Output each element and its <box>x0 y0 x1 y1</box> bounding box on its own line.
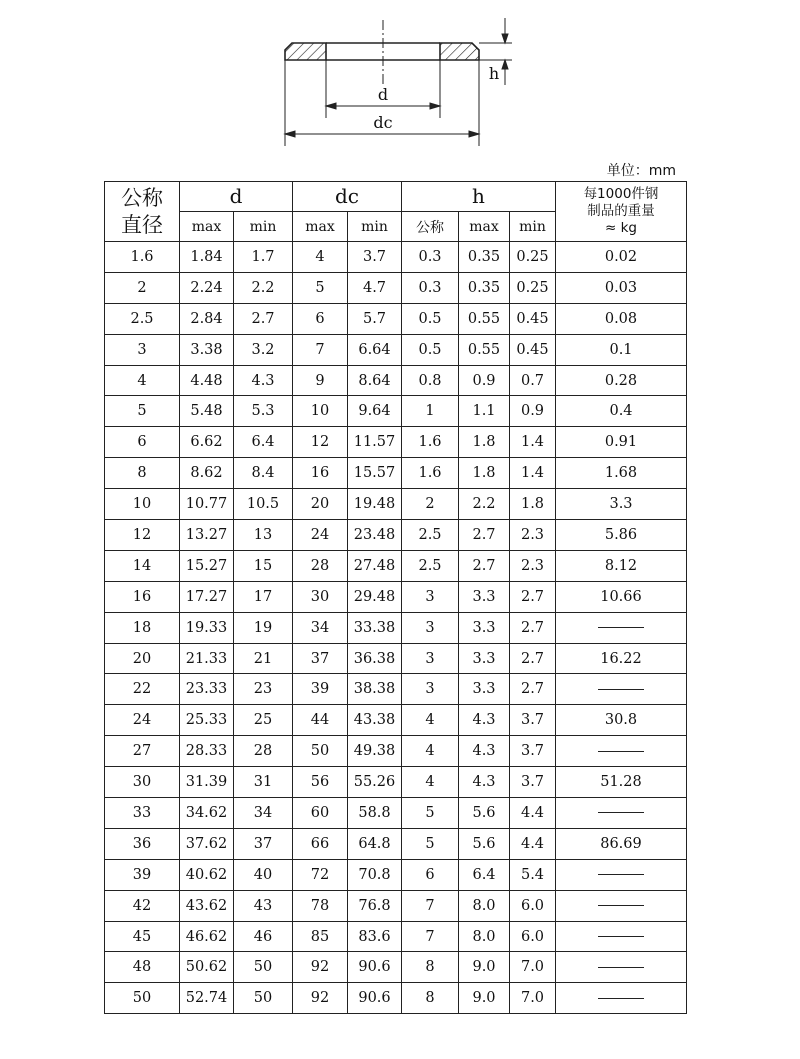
cell-nominal-diameter: 1.6 <box>105 242 180 273</box>
cell-h-max: 0.35 <box>459 272 510 303</box>
cell-d-max: 31.39 <box>180 767 234 798</box>
cell-d-min: 2.7 <box>234 303 293 334</box>
cell-h-nominal: 0.5 <box>402 303 459 334</box>
cell-h-max: 8.0 <box>459 890 510 921</box>
table-row <box>105 550 687 581</box>
cell-d-min: 37 <box>234 828 293 859</box>
table-row <box>105 303 687 334</box>
cell-weight <box>556 890 687 921</box>
cell-d-min: 21 <box>234 643 293 674</box>
cell-h-min: 0.9 <box>510 396 556 427</box>
cell-weight: 1.68 <box>556 458 687 489</box>
cell-d-max: 15.27 <box>180 550 234 581</box>
cell-nominal-diameter: 48 <box>105 952 180 983</box>
label-h: h <box>488 64 500 83</box>
table-row <box>105 983 687 1014</box>
cell-d-min: 1.7 <box>234 242 293 273</box>
cell-h-min: 5.4 <box>510 859 556 890</box>
cell-h-nominal: 5 <box>402 798 459 829</box>
cell-h-max: 0.55 <box>459 334 510 365</box>
header-nominal-line1: 公称 <box>121 185 163 210</box>
cell-h-max: 4.3 <box>459 767 510 798</box>
table-row <box>105 674 687 705</box>
cell-weight <box>556 674 687 705</box>
cell-dc-min: 38.38 <box>348 674 402 705</box>
cell-dc-min: 15.57 <box>348 458 402 489</box>
cell-dc-max: 7 <box>293 334 348 365</box>
cell-d-max: 50.62 <box>180 952 234 983</box>
table-row <box>105 767 687 798</box>
table-row <box>105 520 687 551</box>
cell-d-max: 28.33 <box>180 736 234 767</box>
cell-h-nominal: 2.5 <box>402 520 459 551</box>
cell-h-nominal: 4 <box>402 705 459 736</box>
unit-label: 单位：mm <box>606 163 676 179</box>
cell-nominal-diameter: 14 <box>105 550 180 581</box>
cell-d-min: 40 <box>234 859 293 890</box>
cell-d-min: 19 <box>234 612 293 643</box>
label-d: d <box>377 85 389 104</box>
cell-weight: 0.1 <box>556 334 687 365</box>
cell-nominal-diameter: 2.5 <box>105 303 180 334</box>
cell-dc-max: 50 <box>293 736 348 767</box>
cell-dc-max: 37 <box>293 643 348 674</box>
cell-h-nominal: 3 <box>402 643 459 674</box>
cell-d-min: 4.3 <box>234 365 293 396</box>
cell-d-min: 28 <box>234 736 293 767</box>
cell-d-min: 43 <box>234 890 293 921</box>
cell-h-nominal: 7 <box>402 890 459 921</box>
cell-h-min: 1.4 <box>510 458 556 489</box>
cell-h-max: 3.3 <box>459 674 510 705</box>
cell-nominal-diameter: 45 <box>105 921 180 952</box>
cell-h-min: 7.0 <box>510 952 556 983</box>
cell-h-nominal: 2.5 <box>402 550 459 581</box>
cell-h-max: 0.55 <box>459 303 510 334</box>
cell-d-min: 34 <box>234 798 293 829</box>
cell-d-max: 10.77 <box>180 489 234 520</box>
cell-d-min: 2.2 <box>234 272 293 303</box>
cell-nominal-diameter: 39 <box>105 859 180 890</box>
cell-dc-min: 36.38 <box>348 643 402 674</box>
cell-dc-min: 76.8 <box>348 890 402 921</box>
table-row <box>105 612 687 643</box>
cell-h-min: 6.0 <box>510 890 556 921</box>
cell-weight: 8.12 <box>556 550 687 581</box>
cell-weight: 51.28 <box>556 767 687 798</box>
cell-dc-max: 66 <box>293 828 348 859</box>
cell-d-max: 34.62 <box>180 798 234 829</box>
no-value-dash <box>598 627 644 628</box>
cell-nominal-diameter: 2 <box>105 272 180 303</box>
cell-h-min: 0.45 <box>510 303 556 334</box>
cell-h-min: 2.7 <box>510 674 556 705</box>
cell-h-nominal: 3 <box>402 612 459 643</box>
cell-d-max: 1.84 <box>180 242 234 273</box>
cell-dc-min: 70.8 <box>348 859 402 890</box>
cell-nominal-diameter: 8 <box>105 458 180 489</box>
no-value-dash <box>598 812 644 813</box>
header-d-min: min <box>234 212 293 242</box>
header-h-min: min <box>510 212 556 242</box>
cell-h-nominal: 4 <box>402 736 459 767</box>
cell-h-max: 1.1 <box>459 396 510 427</box>
no-value-dash <box>598 689 644 690</box>
cell-nominal-diameter: 24 <box>105 705 180 736</box>
cell-h-nominal: 3 <box>402 581 459 612</box>
cell-h-min: 3.7 <box>510 767 556 798</box>
cell-h-min: 0.25 <box>510 242 556 273</box>
cell-d-min: 6.4 <box>234 427 293 458</box>
cell-dc-min: 90.6 <box>348 983 402 1014</box>
table-row <box>105 736 687 767</box>
cell-nominal-diameter: 30 <box>105 767 180 798</box>
cell-weight: 0.4 <box>556 396 687 427</box>
cell-d-min: 50 <box>234 952 293 983</box>
table-row <box>105 272 687 303</box>
cell-h-min: 1.8 <box>510 489 556 520</box>
cell-weight <box>556 921 687 952</box>
table-row <box>105 581 687 612</box>
cell-nominal-diameter: 5 <box>105 396 180 427</box>
cell-dc-max: 24 <box>293 520 348 551</box>
cell-dc-max: 60 <box>293 798 348 829</box>
cell-nominal-diameter: 50 <box>105 983 180 1014</box>
cell-h-max: 5.6 <box>459 798 510 829</box>
cell-dc-max: 4 <box>293 242 348 273</box>
table-row <box>105 798 687 829</box>
cell-h-min: 0.45 <box>510 334 556 365</box>
cell-h-min: 0.7 <box>510 365 556 396</box>
header-dc-max: max <box>293 212 348 242</box>
cell-weight: 5.86 <box>556 520 687 551</box>
cell-h-max: 3.3 <box>459 643 510 674</box>
cell-nominal-diameter: 16 <box>105 581 180 612</box>
cell-h-min: 4.4 <box>510 828 556 859</box>
cell-nominal-diameter: 6 <box>105 427 180 458</box>
cell-d-min: 50 <box>234 983 293 1014</box>
cell-weight <box>556 859 687 890</box>
cell-h-nominal: 0.5 <box>402 334 459 365</box>
no-value-dash <box>598 998 644 999</box>
cell-weight: 0.02 <box>556 242 687 273</box>
cell-nominal-diameter: 27 <box>105 736 180 767</box>
cell-nominal-diameter: 36 <box>105 828 180 859</box>
header-nominal-line2: 直径 <box>121 212 163 237</box>
cell-nominal-diameter: 22 <box>105 674 180 705</box>
cell-dc-min: 90.6 <box>348 952 402 983</box>
cell-h-nominal: 1.6 <box>402 458 459 489</box>
cell-weight: 10.66 <box>556 581 687 612</box>
header-h: h <box>402 182 556 212</box>
table-row <box>105 489 687 520</box>
cell-h-min: 4.4 <box>510 798 556 829</box>
cell-d-min: 23 <box>234 674 293 705</box>
table-body <box>105 242 687 1014</box>
cell-nominal-diameter: 3 <box>105 334 180 365</box>
cell-h-max: 6.4 <box>459 859 510 890</box>
table-row <box>105 242 687 273</box>
cell-dc-min: 4.7 <box>348 272 402 303</box>
cell-h-nominal: 3 <box>402 674 459 705</box>
cell-dc-max: 10 <box>293 396 348 427</box>
cell-h-min: 3.7 <box>510 736 556 767</box>
cell-nominal-diameter: 20 <box>105 643 180 674</box>
cell-weight: 16.22 <box>556 643 687 674</box>
cell-nominal-diameter: 10 <box>105 489 180 520</box>
cell-h-nominal: 4 <box>402 767 459 798</box>
table-row <box>105 828 687 859</box>
cell-dc-min: 55.26 <box>348 767 402 798</box>
cell-h-max: 9.0 <box>459 983 510 1014</box>
cell-dc-min: 33.38 <box>348 612 402 643</box>
cell-h-nominal: 5 <box>402 828 459 859</box>
washer-section <box>285 43 479 60</box>
cell-dc-min: 3.7 <box>348 242 402 273</box>
cell-weight: 0.03 <box>556 272 687 303</box>
cell-dc-max: 5 <box>293 272 348 303</box>
cell-h-max: 3.3 <box>459 612 510 643</box>
cell-d-max: 21.33 <box>180 643 234 674</box>
cell-h-max: 1.8 <box>459 458 510 489</box>
cell-d-max: 2.24 <box>180 272 234 303</box>
cell-h-nominal: 1 <box>402 396 459 427</box>
cell-d-max: 25.33 <box>180 705 234 736</box>
no-value-dash <box>598 905 644 906</box>
cell-h-max: 4.3 <box>459 736 510 767</box>
header-weight <box>556 182 687 242</box>
no-value-dash <box>598 874 644 875</box>
cell-h-min: 2.3 <box>510 550 556 581</box>
cell-d-min: 8.4 <box>234 458 293 489</box>
cell-h-max: 2.7 <box>459 550 510 581</box>
washer-dimension-drawing <box>0 0 800 160</box>
cell-h-max: 8.0 <box>459 921 510 952</box>
cell-d-min: 5.3 <box>234 396 293 427</box>
cell-dc-max: 92 <box>293 983 348 1014</box>
cell-dc-max: 30 <box>293 581 348 612</box>
cell-dc-max: 16 <box>293 458 348 489</box>
cell-h-min: 2.7 <box>510 612 556 643</box>
cell-h-min: 2.7 <box>510 581 556 612</box>
cell-nominal-diameter: 12 <box>105 520 180 551</box>
table-row <box>105 458 687 489</box>
cell-dc-max: 56 <box>293 767 348 798</box>
cell-dc-max: 34 <box>293 612 348 643</box>
table-row <box>105 952 687 983</box>
cell-d-max: 6.62 <box>180 427 234 458</box>
cell-weight <box>556 983 687 1014</box>
cell-h-max: 0.9 <box>459 365 510 396</box>
cell-h-min: 2.3 <box>510 520 556 551</box>
cell-h-nominal: 1.6 <box>402 427 459 458</box>
cell-dc-max: 72 <box>293 859 348 890</box>
cell-d-max: 8.62 <box>180 458 234 489</box>
cell-d-max: 23.33 <box>180 674 234 705</box>
washer-spec-table <box>104 181 687 1014</box>
cell-weight: 86.69 <box>556 828 687 859</box>
header-weight-line1: 每1000件钢 <box>583 186 659 202</box>
table-row <box>105 705 687 736</box>
cell-h-nominal: 0.8 <box>402 365 459 396</box>
cell-dc-min: 19.48 <box>348 489 402 520</box>
cell-dc-min: 29.48 <box>348 581 402 612</box>
cell-d-max: 40.62 <box>180 859 234 890</box>
cell-d-min: 3.2 <box>234 334 293 365</box>
cell-weight: 3.3 <box>556 489 687 520</box>
cell-h-min: 7.0 <box>510 983 556 1014</box>
cell-weight <box>556 952 687 983</box>
cell-d-min: 46 <box>234 921 293 952</box>
cell-nominal-diameter: 4 <box>105 365 180 396</box>
cell-h-min: 6.0 <box>510 921 556 952</box>
cell-nominal-diameter: 33 <box>105 798 180 829</box>
cell-dc-min: 58.8 <box>348 798 402 829</box>
cell-h-max: 5.6 <box>459 828 510 859</box>
dimension-h <box>502 18 508 85</box>
cell-d-max: 4.48 <box>180 365 234 396</box>
no-value-dash <box>598 967 644 968</box>
header-dc-min: min <box>348 212 402 242</box>
cell-nominal-diameter: 42 <box>105 890 180 921</box>
cell-dc-max: 44 <box>293 705 348 736</box>
header-d: d <box>180 182 293 212</box>
cell-h-nominal: 7 <box>402 921 459 952</box>
cell-nominal-diameter: 18 <box>105 612 180 643</box>
cell-h-nominal: 0.3 <box>402 272 459 303</box>
table-row <box>105 643 687 674</box>
cell-h-max: 2.2 <box>459 489 510 520</box>
cell-h-min: 3.7 <box>510 705 556 736</box>
table-row <box>105 334 687 365</box>
cell-d-min: 31 <box>234 767 293 798</box>
table-row <box>105 365 687 396</box>
cell-d-max: 37.62 <box>180 828 234 859</box>
cell-h-max: 4.3 <box>459 705 510 736</box>
cell-d-max: 19.33 <box>180 612 234 643</box>
table-row <box>105 427 687 458</box>
cell-h-max: 3.3 <box>459 581 510 612</box>
cell-h-max: 0.35 <box>459 242 510 273</box>
cell-dc-min: 43.38 <box>348 705 402 736</box>
cell-dc-max: 28 <box>293 550 348 581</box>
cell-dc-min: 64.8 <box>348 828 402 859</box>
cell-dc-max: 85 <box>293 921 348 952</box>
no-value-dash <box>598 936 644 937</box>
cell-weight: 30.8 <box>556 705 687 736</box>
cell-dc-max: 20 <box>293 489 348 520</box>
cell-d-max: 13.27 <box>180 520 234 551</box>
cell-dc-min: 6.64 <box>348 334 402 365</box>
cell-d-max: 52.74 <box>180 983 234 1014</box>
cell-dc-max: 39 <box>293 674 348 705</box>
cell-h-min: 0.25 <box>510 272 556 303</box>
cell-h-min: 2.7 <box>510 643 556 674</box>
header-nominal-diameter <box>105 182 180 242</box>
header-weight-line2: 制品的重量 <box>587 203 655 219</box>
cell-dc-max: 78 <box>293 890 348 921</box>
cell-d-max: 43.62 <box>180 890 234 921</box>
cell-dc-min: 11.57 <box>348 427 402 458</box>
no-value-dash <box>598 751 644 752</box>
cell-h-nominal: 8 <box>402 952 459 983</box>
cell-dc-max: 6 <box>293 303 348 334</box>
cell-weight <box>556 798 687 829</box>
cell-h-nominal: 8 <box>402 983 459 1014</box>
cell-weight <box>556 612 687 643</box>
cell-weight: 0.91 <box>556 427 687 458</box>
cell-weight: 0.08 <box>556 303 687 334</box>
table-row <box>105 396 687 427</box>
cell-dc-max: 92 <box>293 952 348 983</box>
cell-d-max: 5.48 <box>180 396 234 427</box>
cell-h-max: 1.8 <box>459 427 510 458</box>
cell-d-min: 10.5 <box>234 489 293 520</box>
table-row <box>105 890 687 921</box>
cell-d-min: 15 <box>234 550 293 581</box>
cell-d-max: 17.27 <box>180 581 234 612</box>
header-dc: dc <box>293 182 402 212</box>
table-row <box>105 921 687 952</box>
cell-d-min: 25 <box>234 705 293 736</box>
cell-dc-max: 9 <box>293 365 348 396</box>
cell-dc-min: 23.48 <box>348 520 402 551</box>
cell-h-max: 2.7 <box>459 520 510 551</box>
table-header <box>105 182 687 242</box>
cell-h-min: 1.4 <box>510 427 556 458</box>
cell-dc-min: 27.48 <box>348 550 402 581</box>
cell-dc-min: 83.6 <box>348 921 402 952</box>
table-row <box>105 859 687 890</box>
cell-d-max: 46.62 <box>180 921 234 952</box>
cell-weight <box>556 736 687 767</box>
header-d-max: max <box>180 212 234 242</box>
cell-d-min: 17 <box>234 581 293 612</box>
label-dc: dc <box>373 113 393 132</box>
cell-dc-min: 49.38 <box>348 736 402 767</box>
cell-dc-min: 9.64 <box>348 396 402 427</box>
cell-h-nominal: 0.3 <box>402 242 459 273</box>
cell-h-nominal: 2 <box>402 489 459 520</box>
cell-h-max: 9.0 <box>459 952 510 983</box>
header-h-nominal: 公称 <box>402 212 459 242</box>
cell-dc-min: 8.64 <box>348 365 402 396</box>
cell-d-max: 3.38 <box>180 334 234 365</box>
header-weight-line3: ≈ kg <box>605 220 637 236</box>
header-h-max: max <box>459 212 510 242</box>
cell-d-max: 2.84 <box>180 303 234 334</box>
cell-h-nominal: 6 <box>402 859 459 890</box>
cell-dc-max: 12 <box>293 427 348 458</box>
cell-d-min: 13 <box>234 520 293 551</box>
cell-weight: 0.28 <box>556 365 687 396</box>
cell-dc-min: 5.7 <box>348 303 402 334</box>
